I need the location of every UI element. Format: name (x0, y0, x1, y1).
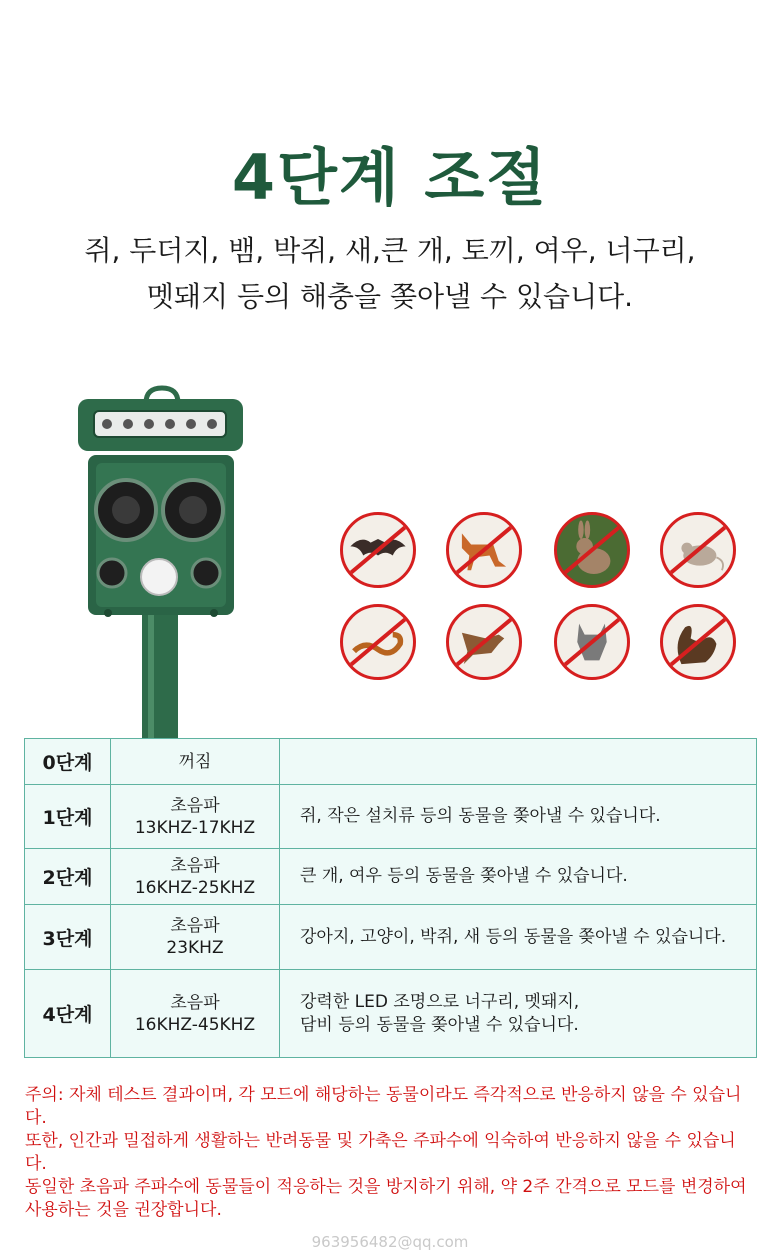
level-table (24, 738, 757, 1058)
mode-line-2: 16KHZ-45KHZ (134, 1014, 256, 1035)
caution-note: 동일한 초음파 주파수에 동물들이 적응하는 것을 방지하기 위해, 약 2주 간격으로 모드를 변경하여 사용하는 것을 권장합니다. (25, 1177, 747, 1220)
description-cell (280, 849, 757, 905)
table-row (25, 785, 757, 849)
description-cell (280, 905, 757, 970)
mode-line-2: 23KHZ (166, 938, 224, 958)
description-line-1: 강아지, 고양이, 박쥐, 새 등의 동물을 쫒아낼 수 있습니다. (300, 926, 727, 947)
description-line-2: 담비 등의 동물을 쫒아낼 수 있습니다. (300, 1014, 579, 1035)
mode-line-2: 16KHZ-25KHZ (134, 877, 256, 898)
mode-line-1: 초음파 (170, 855, 220, 876)
mode-line-1: 초음파 (170, 916, 220, 936)
mode-cell (111, 970, 280, 1058)
mode-cell (111, 739, 280, 785)
level-cell: 2단계 (25, 849, 111, 905)
fox-icon (446, 512, 522, 588)
level-cell: 3단계 (25, 905, 111, 970)
bat-icon (340, 512, 416, 588)
snake-icon (340, 604, 416, 680)
description-cell (280, 970, 757, 1058)
subtitle (40, 228, 740, 320)
description-cell (280, 739, 757, 785)
mode-line-2: 13KHZ-17KHZ (134, 817, 256, 838)
level-cell: 4단계 (25, 970, 111, 1058)
table-row (25, 905, 757, 970)
repeller-device-image (70, 385, 250, 740)
mode-line-1: 초음파 (170, 992, 220, 1013)
page-title: 4단계 조절 (231, 141, 549, 214)
level-cell: 0단계 (25, 739, 111, 785)
description-cell (280, 785, 757, 849)
caution-note: 주의: 자체 테스트 결과이며, 각 모드에 해당하는 동물이라도 즉각적으로 반응하지 않을 수 있습니다. (25, 1085, 742, 1128)
watermark: 963956482@qq.com (311, 1233, 469, 1251)
table-row (25, 970, 757, 1058)
mode-cell (111, 849, 280, 905)
level-cell: 1단계 (25, 785, 111, 849)
mode-line-1: 초음파 (170, 795, 220, 816)
squirrel-icon (660, 604, 736, 680)
bird-icon (446, 604, 522, 680)
subtitle-line-2: 멧돼지 등의 해충을 쫒아낼 수 있습니다. (146, 280, 634, 313)
animal-icons-grid (340, 512, 750, 692)
subtitle-line-1: 쥐, 두더지, 뱀, 박쥐, 새,큰 개, 토끼, 여우, 너구리, (84, 234, 696, 267)
table-row (25, 739, 757, 785)
rabbit-icon (554, 512, 630, 588)
caution-notes (25, 1084, 755, 1222)
description-line-1: 쥐, 작은 설치류 등의 동물을 쫒아낼 수 있습니다. (300, 806, 661, 826)
caution-note: 또한, 인간과 밀접하게 생활하는 반려동물 및 가축은 주파수에 익숙하여 반응하지 않을 수 있습니다. (25, 1131, 736, 1174)
mouse-icon (660, 512, 736, 588)
description-line-1: 강력한 LED 조명으로 너구리, 멧돼지, (300, 991, 580, 1012)
table-row (25, 849, 757, 905)
mode-cell (111, 905, 280, 970)
mode-cell (111, 785, 280, 849)
mode-line-1: 꺼짐 (178, 751, 212, 772)
description-line-1: 큰 개, 여우 등의 동물을 쫒아낼 수 있습니다. (300, 866, 628, 886)
wolf-icon (554, 604, 630, 680)
